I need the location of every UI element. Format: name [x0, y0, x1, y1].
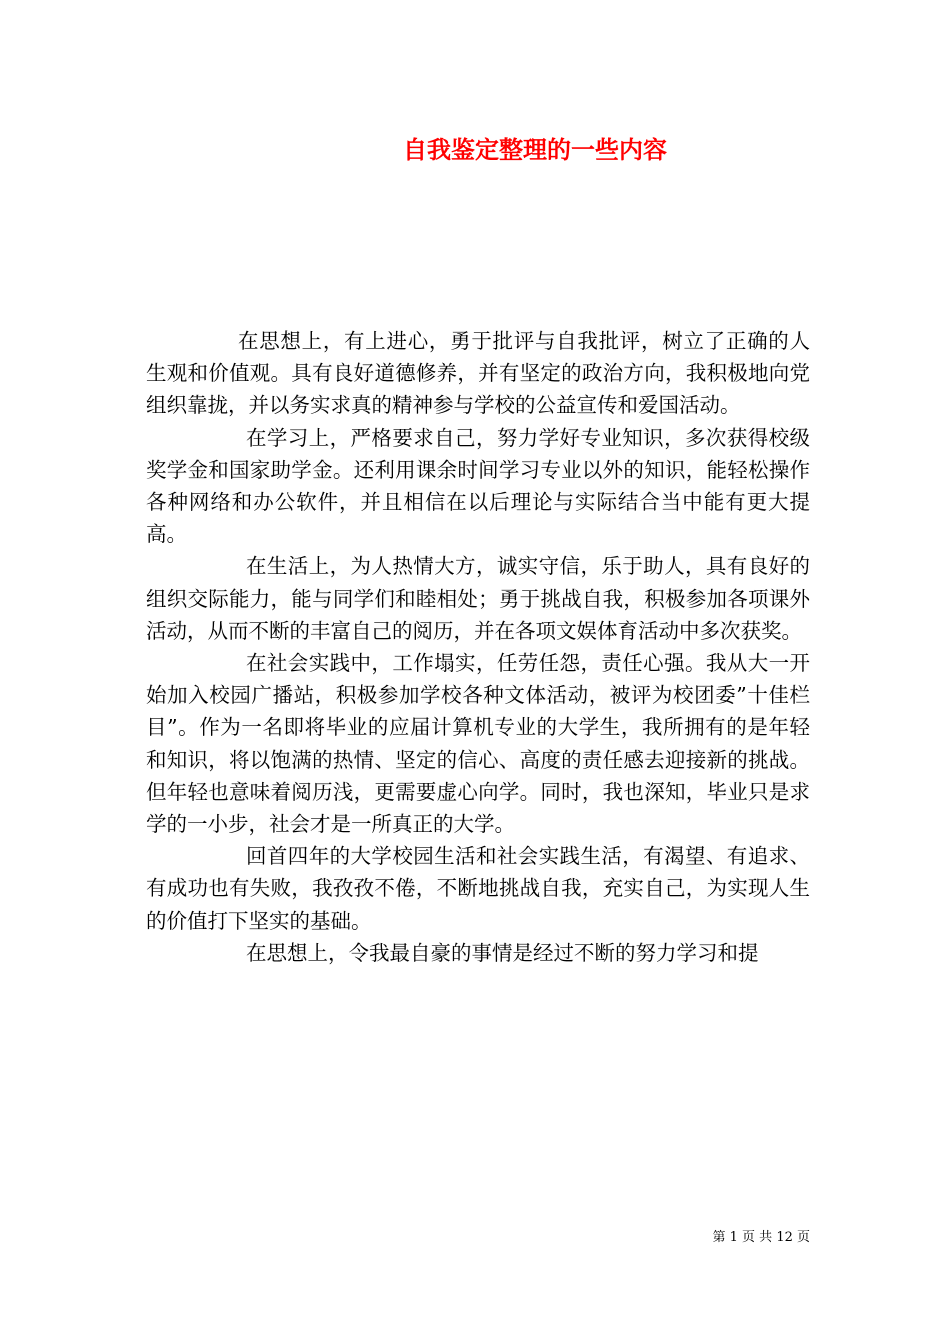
paragraph-thought-continued: 在思想上，令我最自豪的事情是经过不断的努力学习和提 — [246, 940, 759, 965]
page-number: 第 1 页 共 12 页 — [712, 1230, 810, 1245]
document-body — [146, 325, 810, 969]
paragraph-review: 回首四年的大学校园生活和社会实践生活，有渴望、有追求、有成功也有失败，我孜孜不倦，不断地挑战自我，充实自己，为实现人生的价值打下坚实的基础。 — [146, 844, 810, 933]
paragraph-thought: 在思想上，有上进心，勇于批评与自我批评，树立了正确的人生观和价值观。具有良好道德修养，并有坚定的政治方向，我积极地向党组织靠拢，并以务实求真的精神参与学校的公益宣传和爱国活动。 — [146, 329, 810, 418]
paragraph-life: 在生活上，为人热情大方，诚实守信，乐于助人，具有良好的组织交际能力，能与同学们和睦相处；勇于挑战自我，积极参加各项课外活动，从而不断的丰富自己的阅历，并在各项文娱体育活动中多次获奖。 — [146, 554, 810, 643]
paragraph-study: 在学习上，严格要求自己，努力学好专业知识，多次获得校级奖学金和国家助学金。还利用课余时间学习专业以外的知识，能轻松操作各种网络和办公软件，并且相信在以后理论与实际结合当中能有更大提高。 — [146, 425, 810, 547]
page-title: 自我鉴定整理的一些内容 — [403, 135, 667, 164]
paragraph-social-practice: 在社会实践中，工作塌实，任劳任怨，责任心强。我从大一开始加入校园广播站，积极参加学校各种文体活动，被评为校团委”十佳栏目”。作为一名即将毕业的应届计算机专业的大学生，我所拥有的是年轻和知识，将以饱满的热情、坚定的信心、高度的责任感去迎接新的挑战。但年轻也意味着阅历浅，更需要虚心向学。同时，我也深知，毕业只是求学的一小步，社会才是一所真正的大学。 — [146, 651, 810, 837]
